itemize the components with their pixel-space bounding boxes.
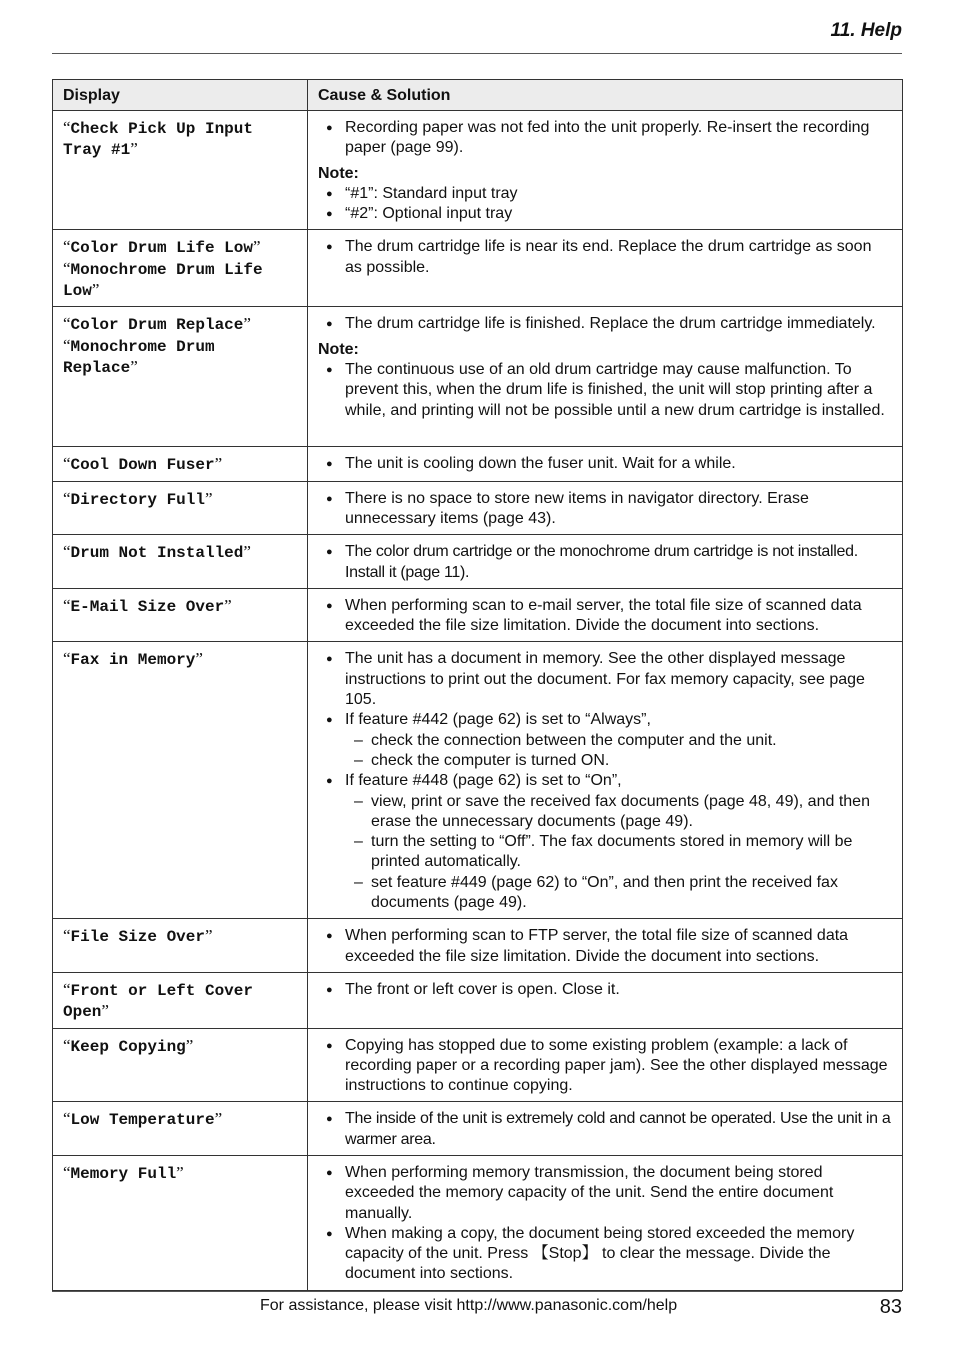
- display-message: “Drum Not Installed”: [63, 542, 251, 563]
- list-item: ● If feature #448 (page 62) is set to “On”,: [318, 771, 892, 791]
- list-item: ● The drum cartridge life is near its end. Replace the drum cartridge as soon as possible.: [318, 237, 892, 278]
- header-divider: [52, 53, 902, 54]
- note-label: Note:: [318, 164, 359, 182]
- display-cell: [53, 535, 308, 589]
- list-item: ● “#2”: Optional input tray: [318, 204, 892, 224]
- section-title: 11. Help: [830, 20, 902, 41]
- display-cell: [53, 1155, 308, 1290]
- display-message: “Cool Down Fuser”: [63, 454, 223, 475]
- list-item: ● When making a copy, the document being stored exceeded the memory capacity of the unit. Press 【Stop】 to clear the message. Divide the document into sections.: [318, 1224, 892, 1285]
- list-item: ● There is no space to store new items in navigator directory. Erase unnecessary items (page 43).: [318, 489, 892, 530]
- display-cell: [53, 447, 308, 481]
- display-cell: [53, 1102, 308, 1156]
- cause-cell: [308, 642, 903, 919]
- display-message: “Low Temperature”: [63, 1109, 223, 1130]
- display-cell: [53, 111, 308, 230]
- cause-cell: [308, 111, 903, 230]
- cause-cell: [308, 1155, 903, 1290]
- list-item: ● The unit is cooling down the fuser unit. Wait for a while.: [318, 454, 892, 474]
- list-item: ● Recording paper was not fed into the unit properly. Re-insert the recording paper (page 99).: [318, 118, 892, 159]
- display-message: “Keep Copying”: [63, 1035, 194, 1056]
- help-table: [52, 79, 903, 1291]
- display-cell: [53, 307, 308, 447]
- note-label: Note:: [318, 340, 359, 358]
- list-item: ● “#1”: Standard input tray: [318, 184, 892, 204]
- sub-list-item: – check the connection between the computer and the unit.: [318, 731, 892, 751]
- table-row: [53, 919, 903, 973]
- display-message: “Monochrome Drum Replace”: [63, 335, 215, 377]
- list-item: ● The continuous use of an old drum cartridge may cause malfunction. To prevent this, when the drum life is finished, the unit will stop printing after a while, and printing will not be possible until a new drum cartridge is installed.: [318, 360, 892, 421]
- cause-cell: [308, 481, 903, 535]
- display-message: “E-Mail Size Over”: [63, 595, 232, 616]
- assistance-text: For assistance, please visit http://www.panasonic.com/help: [260, 1297, 678, 1314]
- list-item: ● The inside of the unit is extremely cold and cannot be operated. Use the unit in a warmer area.: [318, 1109, 892, 1150]
- cause-cell: [308, 1102, 903, 1156]
- list-item: ● When performing memory transmission, the document being stored exceeded the memory capacity of the unit. Send the entire document manually.: [318, 1163, 892, 1224]
- display-message: “Monochrome Drum Life Low”: [63, 258, 263, 301]
- footer-divider: [52, 1291, 902, 1292]
- list-item: ● When performing scan to FTP server, the total file size of scanned data exceeded the file size limitation. Divide the document into sections.: [318, 926, 892, 967]
- list-item: ● If feature #442 (page 62) is set to “Always”,: [318, 710, 892, 730]
- display-message: “Color Drum Replace”: [63, 314, 251, 335]
- display-message: “Check Pick Up Input Tray #1”: [63, 118, 253, 160]
- list-item: ● The unit has a document in memory. See the other displayed message instructions to print out the document. For fax memory capacity, see page 105.: [318, 649, 892, 710]
- cause-cell: [308, 919, 903, 973]
- cause-cell: [308, 307, 903, 447]
- sub-list-item: – view, print or save the received fax documents (page 48, 49), and then erase the unnecessary documents (page 49).: [318, 792, 892, 833]
- table-row: [53, 307, 903, 447]
- column-header-cause: Cause & Solution: [308, 80, 903, 111]
- cause-cell: [308, 447, 903, 481]
- table-row: [53, 1102, 903, 1156]
- display-message: “Front or Left Cover Open”: [63, 979, 253, 1022]
- table-row: [53, 642, 903, 919]
- table-row: [53, 111, 903, 230]
- table-row: [53, 1155, 903, 1290]
- table-row: [53, 588, 903, 642]
- cause-cell: [308, 1028, 903, 1102]
- sub-list-item: – check the computer is turned ON.: [318, 751, 892, 771]
- display-message: “Memory Full”: [63, 1162, 184, 1183]
- page-number: 83: [879, 1296, 902, 1318]
- display-cell: [53, 481, 308, 535]
- display-cell: [53, 919, 308, 973]
- list-item: ● Copying has stopped due to some existing problem (example: a lack of recording paper or a recording paper jam). See the other displayed message instructions to continue copying.: [318, 1036, 892, 1097]
- display-message: “Color Drum Life Low”: [63, 237, 261, 258]
- display-cell: [53, 588, 308, 642]
- list-item: ● The drum cartridge life is finished. Replace the drum cartridge immediately.: [318, 314, 892, 334]
- sub-list-item: – turn the setting to “Off”. The fax documents stored in memory will be printed automatically.: [318, 832, 892, 873]
- table-header-row: [53, 80, 903, 111]
- cause-cell: [308, 588, 903, 642]
- display-cell: [53, 1028, 308, 1102]
- cause-cell: [308, 535, 903, 589]
- table-row: [53, 447, 903, 481]
- cause-cell: [308, 972, 903, 1028]
- list-item: ● When performing scan to e-mail server, the total file size of scanned data exceeded the file size limitation. Divide the document into sections.: [318, 596, 892, 637]
- table-row: [53, 230, 903, 307]
- display-cell: [53, 972, 308, 1028]
- list-item: ● The color drum cartridge or the monochrome drum cartridge is not installed. Install it (page 11).: [318, 542, 892, 583]
- table-row: [53, 972, 903, 1028]
- cause-cell: [308, 230, 903, 307]
- sub-list-item: – set feature #449 (page 62) to “On”, and then print the received fax documents (page 49).: [318, 873, 892, 914]
- display-cell: [53, 230, 308, 307]
- table-row: [53, 1028, 903, 1102]
- display-message: “File Size Over”: [63, 926, 213, 947]
- column-header-display: Display: [53, 80, 308, 111]
- display-message: “Fax in Memory”: [63, 649, 203, 670]
- list-item: ● The front or left cover is open. Close it.: [318, 980, 892, 1000]
- display-message: “Directory Full”: [63, 488, 213, 509]
- display-cell: [53, 642, 308, 919]
- table-row: [53, 481, 903, 535]
- table-row: [53, 535, 903, 589]
